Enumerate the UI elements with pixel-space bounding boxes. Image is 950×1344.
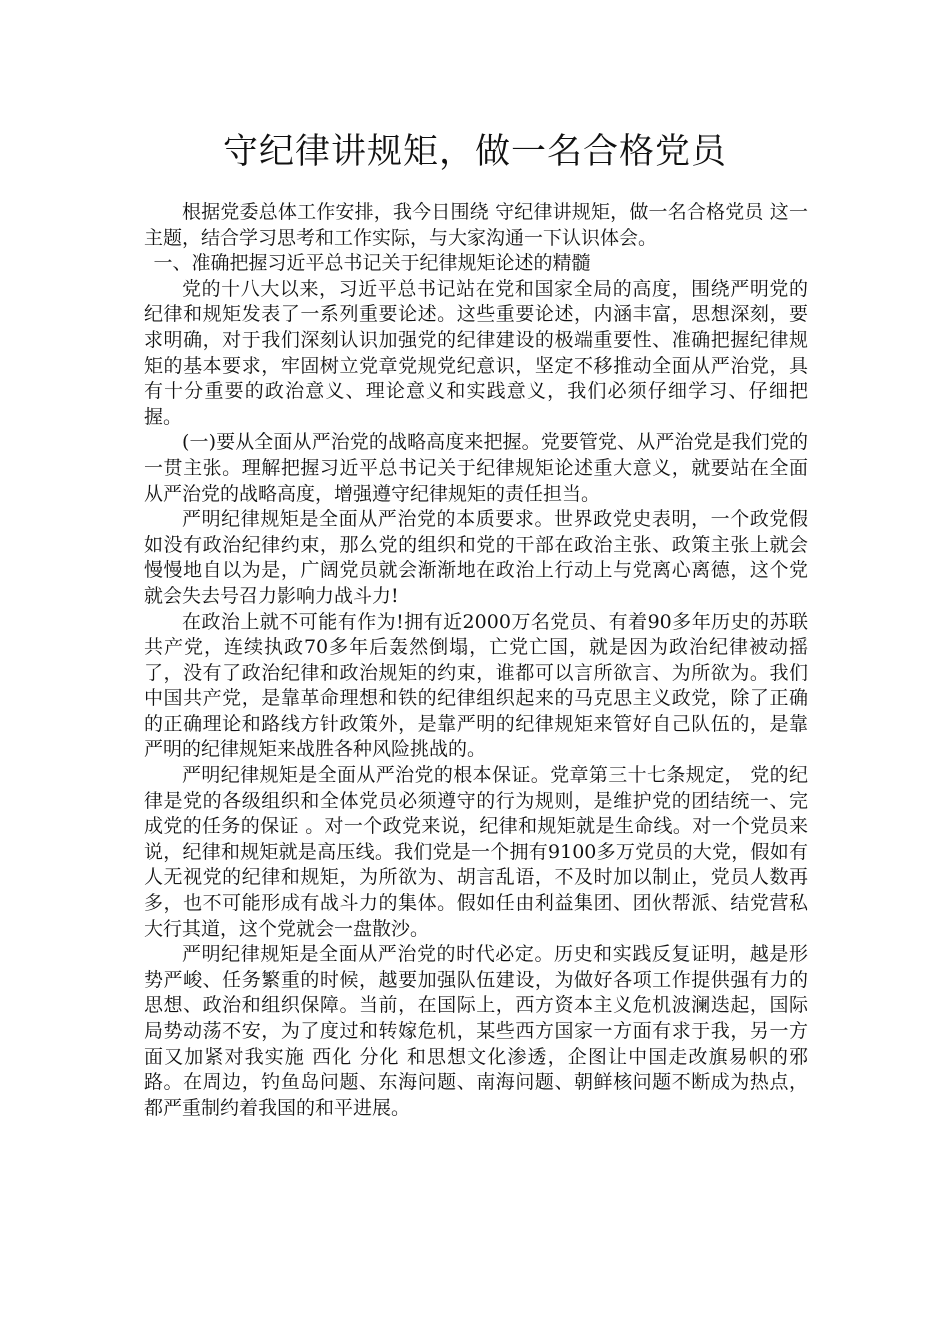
section-heading-1: 一、准确把握习近平总书记关于纪律规矩论述的精髓 bbox=[153, 252, 591, 275]
subsection-paragraph-1: (一)要从全面从严治党的战略高度来把握。党要管党、从严治党是我们党的一贯主张。理解把握习近平总书记关于纪律规矩论述重大意义，就要站在全面从严治党的战略高度，增强遵守纪律规矩的责任担当。 bbox=[144, 431, 808, 505]
body-paragraph: 严明纪律规矩是全面从严治党的本质要求。世界政党史表明，一个政党假如没有政治纪律约束，那么党的组织和党的干部在政治主张、政策主张上就会慢慢地自以为是，广阔党员就会渐渐地在政治上行动上与党离心离德，这个党就会失去号召力影响力战斗力! bbox=[144, 508, 808, 607]
body-paragraph: 在政治上就不可能有作为!拥有近2000万名党员、有着90多年历史的苏联共产党，连续执政70多年后轰然倒塌，亡党亡国，就是因为政治纪律被动摇了，没有了政治纪律和政治规矩的约束，谁都可以言所欲言、为所欲为。我们中国共产党，是靠革命理想和铁的纪律组织起来的马克思主义政党，除了正确的正确理论和路线方针政策外，是靠严明的纪律规矩来管好自己队伍的，是靠严明的纪律规矩来战胜各种风险挑战的。 bbox=[144, 610, 808, 761]
intro-paragraph: 根据党委总体工作安排，我今日围绕 守纪律讲规矩，做一名合格党员 这一主题，结合学习思考和工作实际，与大家沟通一下认识体会。 bbox=[144, 201, 808, 249]
body-paragraph: 严明纪律规矩是全面从严治党的根本保证。党章第三十七条规定， 党的纪律是党的各级组织和全体党员必须遵守的行为规则，是维护党的团结统一、完成党的任务的保证 。对一个政党来说，纪律和规矩就是生命线。对一个党员来说，纪律和规矩就是高压线。我们党是一个拥有9100多万党员的大党，假如有人无视党的纪律和规矩，为所欲为、胡言乱语，不及时加以制止，党员人数再多，也不可能形成有战斗力的集体。假如任由利益集团、团伙帮派、结党营私大行其道，这个党就会一盘散沙。 bbox=[144, 764, 808, 940]
document-title: 守纪律讲规矩，做一名合格党员 bbox=[222, 132, 727, 172]
body-paragraph: 严明纪律规矩是全面从严治党的时代必定。历史和实践反复证明，越是形势严峻、任务繁重的时候，越要加强队伍建设，为做好各项工作提供强有力的思想、政治和组织保障。当前，在国际上，西方资本主义危机波澜迭起，国际局势动荡不安，为了度过和转嫁危机，某些西方国家一方面有求于我，另一方面又加紧对我实施 西化 分化 和思想文化渗透，企图让中国走改旗易帜的邪路。在周边，钓鱼岛问题、东海问题、南海问题、朝鲜核问题不断成为热点，都严重制约着我国的和平进展。 bbox=[144, 943, 808, 1119]
body-paragraph: 党的十八大以来，习近平总书记站在党和国家全局的高度，围绕严明党的纪律和规矩发表了一系列重要论述。这些重要论述，内涵丰富，思想深刻，要求明确，对于我们深刻认识加强党的纪律建设的极端重要性、准确把握纪律规矩的基本要求，牢固树立党章党规党纪意识，坚定不移推动全面从严治党，具有十分重要的政治意义、理论意义和实践意义，我们必须仔细学习、仔细把握。 bbox=[144, 277, 808, 428]
document-body bbox=[144, 200, 808, 1121]
